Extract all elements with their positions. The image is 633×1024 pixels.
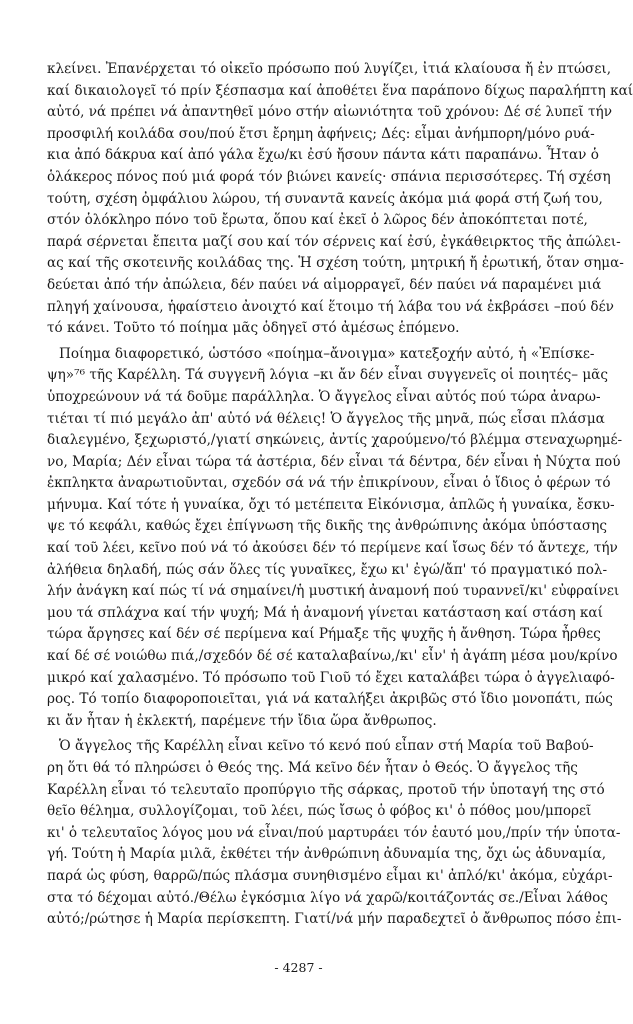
text-line: στα τό δέχομαι αὐτό./Θέλω ἐγκόσμια λίγο νά χαρῶ/κοιτάζοντάς σε./Εἶναι λάθος xyxy=(47,889,608,906)
text-line: ἐκπληκτα ἀναρωτιοῦνται, σχεδόν σά νά τήν ἐπικρίνουν, εἶναι ὁ ἴδιος ὁ φέρων τό xyxy=(47,475,611,492)
text-line: Ὁ ἄγγελος τῆς Καρέλλη εἶναι κεῖνο τό κενό πού εἶπαν στή Μαρία τοῦ Βαβού- xyxy=(59,738,594,755)
text-line: προσφιλή κοιλάδα σου/πού ἔτσι ἔρημη ἀφήνεις; Δές: εἶμαι ἀνήμπορη/μόνο ρυά- xyxy=(47,125,595,142)
text-line: τιέται τί πιό μεγάλο ἀπ' αὐτό νά θέλεις! Ὁ ἄγγελος τῆς μηνᾶ, πώς εἶσαι πλάσμα xyxy=(47,410,605,427)
page-number: - 4287 - xyxy=(274,960,323,975)
text-line: κι' ὁ τελευταῖος λόγος μου νά εἶναι/πού μαρτυράει τόν ἑαυτό μου,/πρίν τήν ὑποτα- xyxy=(47,824,621,841)
text-line: ψε τό κεφάλι, καθώς ἔχει ἐπίγνωση τῆς δικῆς της ἀνθρώπινης ἀκόμα ὑπόστασης xyxy=(47,518,607,535)
text-line: κι ἄν ἦταν ἡ ἐκλεκτή, παρέμενε τήν ἴδια ὥρα ἄνθρωπος. xyxy=(47,712,437,729)
text-line: ρος. Τό τοπίο διαφοροποιεῖται, γιά νά καταλήξει ἀκριβῶς στό ἴδιο μονοπάτι, πώς xyxy=(47,691,613,708)
text-line: μικρό καί χαλασμένο. Τό πρόσωπο τοῦ Γιοῦ τό ἔχει καταλάβει τώρα ὁ ἀγγελιαφό- xyxy=(47,669,615,686)
text-line: Καρέλλη εἶναι τό τελευταῖο προπύργιο τῆς σάρκας, προτοῦ τήν ὑποταγή της στό xyxy=(47,781,605,798)
text-line: καί τοῦ λέει, κεῖνο πού νά τό ἀκούσει δέν τό περίμενε καί ἴσως δέν τό ἄντεχε, τήν xyxy=(47,540,618,557)
text-line: ὁλάκερος πόνος πού μιά φορά τόν βιώνει κανείς· σπάνια περισσότερες. Τή σχέση xyxy=(47,168,611,185)
text-line: καί δικαιολογεῖ τό πρίν ξέσπασμα καί ἀποθέτει ἕνα παράπονο δίχως παραλήπτη καί xyxy=(47,82,633,99)
text-line: τώρα ἄργησες καί δέν σέ περίμενα καί Ρήμαξε τῆς ψυχῆς ἡ ἄνθηση. Τώρα ἦρθες xyxy=(47,626,601,643)
text-line: αὐτό, νά πρέπει νά ἀπαντηθεῖ μόνο στήν αἰωνιότητα τοῦ χρόνου: Δέ σέ λυπεῖ τήν xyxy=(47,104,612,121)
body-text xyxy=(47,59,633,931)
text-line: διαλεγμένο, ξεχωριστό,/γιατί σηκώνεις, ἀντίς χαρούμενο/τό βλέμμα στεναχωρημέ- xyxy=(47,432,623,449)
text-line: κια ἀπό δάκρυα καί ἀπό γάλα ἔχω/κι ἐσύ ἤσουν πάντα κάτι παραπάνω. Ἦταν ὁ xyxy=(47,147,599,164)
text-line: ας καί τῆς σκοτεινῆς κοιλάδας της. Ἡ σχέση τούτη, μητρική ἤ ἐρωτική, ὅταν σημα- xyxy=(47,255,624,272)
text-line: παρά σέρνεται ἔπειτα μαζί σου καί τόν σέρνεις καί ἐσύ, ἐγκάθειρκτος τῆς ἀπώλει- xyxy=(47,233,621,250)
text-line: τούτη, σχέση ὀμφάλιου λώρου, τή συναντᾶ κανείς ἀκόμα μιά φορά στή ζωή του, xyxy=(47,190,603,207)
paragraph xyxy=(47,59,633,340)
text-line: παρά ὡς φύση, θαρρῶ/πώς πλάσμα συνηθισμένο εἶμαι κι' ἀπλό/κι' ἀκόμα, εὐχάρι- xyxy=(47,867,613,884)
paragraph xyxy=(47,344,623,733)
text-line: ψη»⁷⁶ τῆς Καρέλλη. Τά συγγενῆ λόγια –κι ἄν δέν εἶναι συγγενεῖς οἱ ποιητές– μᾶς xyxy=(47,367,608,384)
text-line: πληγή χαίνουσα, ἡφαίστειο ἀνοιχτό καί ἕτοιμο τή λάβα του νά ἐκβράσει –πού δέν xyxy=(47,298,614,315)
text-line: τό κάνει. Τοῦτο τό ποίημα μᾶς ὁδηγεῖ στό ἀμέσως ἑπόμενο. xyxy=(47,320,460,337)
text-line: θεῖο θέλημα, συλλογίζομαι, τοῦ λέει, πώς ἴσως ὁ φόβος κι' ὁ πόθος μου/μπορεῖ xyxy=(47,803,592,820)
text-line: κλείνει. Ἐπανέρχεται τό οἰκεῖο πρόσωπο πού λυγίζει, ἰτιά κλαίουσα ἤ ἐν πτώσει, xyxy=(47,61,612,77)
text-line: Ποίημα διαφορετικό, ὡστόσο «ποίημα–ἄνοιγμα» κατεξοχήν αὐτό, ἡ «Ἐπίσκε- xyxy=(59,345,595,362)
text-line: στόν ὁλόκληρο πόνο τοῦ ἔρωτα, ὅπου καί ἐκεῖ ὁ λῶρος δέν ἀποκόπτεται ποτέ, xyxy=(47,212,588,229)
text-line: λήν ἀνάγκη καί πώς τί νά σημαίνει/ἡ μυστική ἀναμονή πού τυραννεῖ/κι' εὐφραίνει xyxy=(47,583,620,600)
text-line: αὐτό;/ρώτησε ἡ Μαρία περίσκεπτη. Γιατί/νά μήν παραδεχτεῖ ὁ ἄνθρωπος πόσο ἐπι- xyxy=(47,911,622,928)
text-line: ἀλήθεια δηλαδή, πώς σάν ὅλες τίς γυναῖκες, ἔχω κι' ἐγώ/ἄπ' τό πραγματικό πολ- xyxy=(47,561,608,578)
text-line: ρη ὅτι θά τό πληρώσει ὁ Θεός της. Μά κεῖνο δέν ἦταν ὁ Θεός. Ὁ ἄγγελος τῆς xyxy=(47,760,578,776)
text-line: νο, Μαρία; Δέν εἶναι τώρα τά ἀστέρια, δέν εἶναι τά δέντρα, δέν εἶναι ἡ Νύχτα πού xyxy=(47,453,621,470)
text-line: δεύεται ἀπό τήν ἀπώλεια, δέν παύει νά αἱμορραγεῖ, δέν παύει νά παραμένει μιά xyxy=(47,276,602,293)
text-line: μήνυμα. Καί τότε ἡ γυναίκα, ὄχι τό μετέπειτα Εἰκόνισμα, ἁπλῶς ἡ γυναίκα, ἔσκυ- xyxy=(47,496,615,513)
text-line: μου τά σπλάχνα καί τήν ψυχή; Μά ἡ ἀναμονή γίνεται κατάσταση καί στάση καί xyxy=(47,604,603,621)
text-line: γή. Τούτη ἡ Μαρία μιλᾶ, ἐκθέτει τήν ἀνθρώπινη ἀδυναμία της, ὄχι ὡς ἀδυναμία, xyxy=(47,846,607,863)
paragraph xyxy=(47,736,622,930)
text-line: καί δέ σέ νοιώθω πιά,/σχεδόν δέ σέ καταλαβαίνω,/κι' εἶν' ἡ ἀγάπη μέσα μου/κρίνο xyxy=(47,648,618,665)
text-line: ὑποχρεώνουν νά τά δοῦμε παράλληλα. Ὁ ἄγγελος εἶναι αὐτός πού τώρα ἀναρω- xyxy=(47,388,601,405)
